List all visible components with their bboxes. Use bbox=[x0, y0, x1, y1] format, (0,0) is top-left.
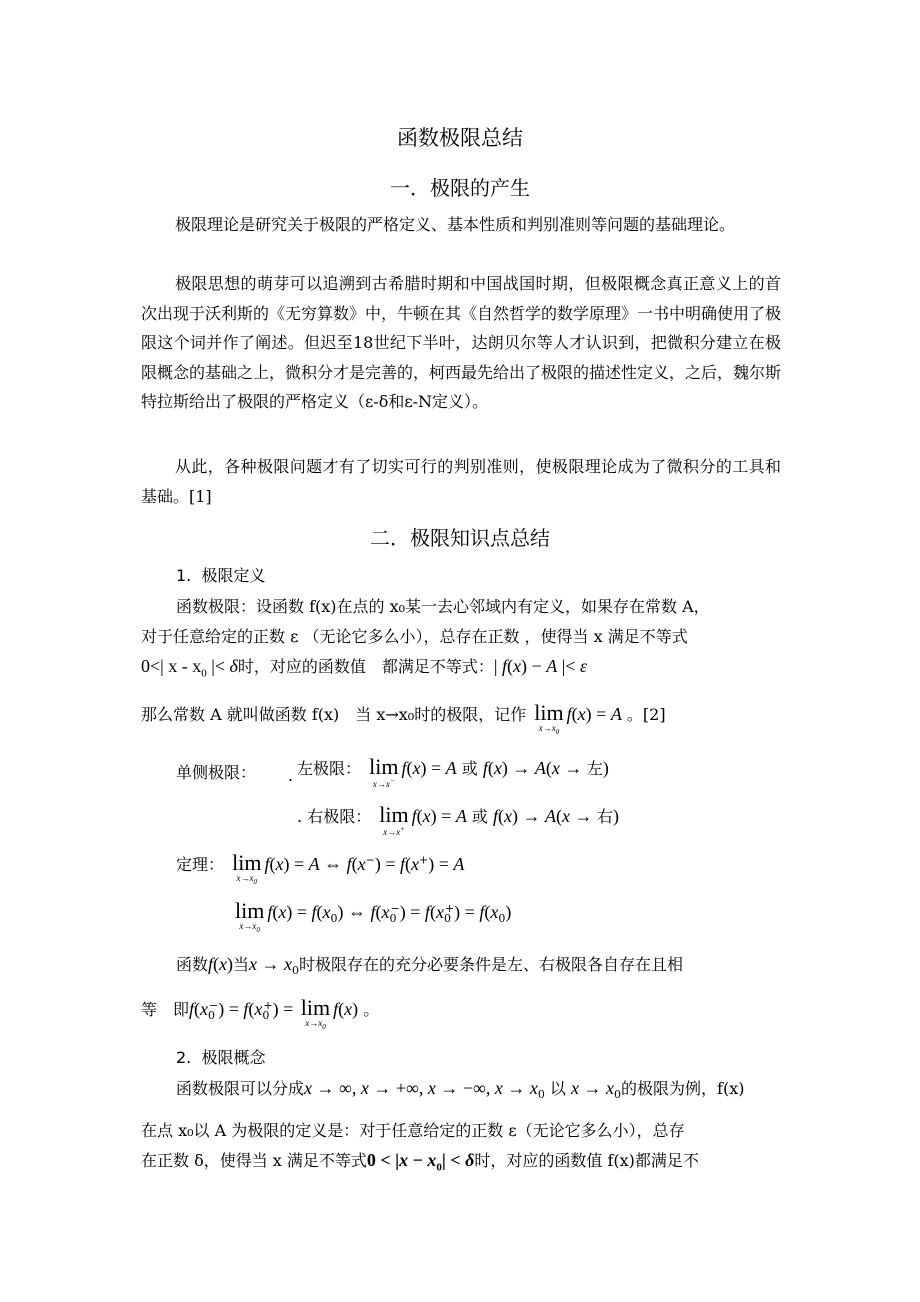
definition-line-4: 那么常数 A 就叫做函数 f(x) 当 x→x₀时的极限，记作 lim $x\to x_0$ f(x) = A 。[2] bbox=[141, 700, 666, 736]
condition-line-2: 等 即$f(x_0^-) = f(x_0^+) = \lim$ $x\to x_0$ f(x) 。 bbox=[141, 995, 380, 1031]
concept-line-1-text-b: 以 bbox=[549, 1079, 566, 1098]
definition-line-1: 函数极限：设函数 f(x)在点的 x₀某一去心邻域内有定义，如果存在常数 A， bbox=[176, 597, 710, 616]
inequality-concept: $0 < |x - x_0| < \delta$ bbox=[366, 1150, 475, 1174]
lim-condition: lim $x\to x_0$ bbox=[300, 995, 331, 1031]
concept-line-1: 函数极限可以分成x → ∞, x → +∞, x → −∞, $x \to x_0$ 以 $x \to x_0$的极限为例，f(x) bbox=[176, 1078, 745, 1102]
lim-left: lim x→x− bbox=[369, 754, 399, 789]
definition-line-3-text: 时，对应的函数值 都满足不等式： bbox=[237, 657, 494, 676]
condition-text-c: 时极限存在的充分必要条件是左、右极限各自存在且相 bbox=[299, 955, 684, 974]
condition-text-a: 函数 bbox=[176, 955, 209, 974]
limit-notation: lim $x\to x_0$ bbox=[534, 700, 564, 736]
concept-line-3-text-a: 在正数 δ，使得当 x 满足不等式 bbox=[141, 1151, 367, 1170]
left-limit-dot: . bbox=[288, 766, 294, 785]
subsection-2-number: 2. bbox=[176, 1048, 192, 1067]
section-heading-origin: 一．极限的产生 bbox=[390, 176, 530, 200]
subsection-2-heading bbox=[176, 1045, 265, 1068]
left-word: 左 bbox=[586, 759, 603, 778]
subsection-1-heading bbox=[176, 563, 265, 586]
left-limit-label: 左极限： bbox=[297, 759, 362, 778]
inequality-delta: 0<| x - $x_0$ |< δ bbox=[141, 656, 238, 680]
or-text-2: 或 bbox=[471, 807, 488, 826]
lim-theorem-1: lim $x\to x_0$ bbox=[232, 850, 262, 886]
limit-expression: f bbox=[566, 704, 572, 724]
right-limit-dot: . bbox=[297, 807, 303, 826]
page-title: 函数极限总结 bbox=[397, 126, 523, 150]
concept-line-1-text-c: 的极限为例，f(x) bbox=[621, 1079, 745, 1098]
condition-text-b: 当 bbox=[233, 955, 250, 974]
theorem-line-1: 定理： lim $x\to x_0$ f(x) = A ⇔ f(x−) = f(x+) = A bbox=[176, 850, 465, 886]
condition-text-d: 等 即 bbox=[141, 1000, 190, 1019]
right-limit-label: 右极限： bbox=[307, 807, 372, 826]
paragraph-2: 极限思想的萌芽可以追溯到古希腊时期和中国战国时期，但极限概念真正意义上的首次出现于沃利斯的《无穷算数》中，牛顿在其《自然哲学的数学原理》一书中明确使用了极限这个词并作了阐述。但迟至18世纪下半叶，达朗贝尔等人才认识到，把微积分建立在极限概念的基础之上，微积分才是完善的，柯西最先给出了极限的描述性定义，之后，魏尔斯特拉斯给出了极限的严格定义（ε-δ和ε-N定义）。 bbox=[141, 274, 782, 411]
theorem-line-2: lim $x\to x_0$ $f(x) = f(x_0)$ ⇔ $f(x_0^-) = f(x_0^+) = f(x_0)$ bbox=[235, 898, 512, 934]
right-limit-line: . 右极限： lim x→x+ f(x) = A 或 f(x) → A(x → 右) bbox=[297, 802, 620, 837]
section-heading-summary: 二．极限知识点总结 bbox=[370, 526, 550, 550]
definition-line-3 bbox=[141, 654, 587, 680]
reference-2: 。[2] bbox=[626, 705, 666, 724]
definition-line-2: 对于任意给定的正数 ε （无论它多么小），总存在正数 ，使得当 x 满足不等式 bbox=[141, 627, 688, 646]
concept-line-1-text-a: 函数极限可以分成 bbox=[176, 1079, 305, 1098]
left-limit-line: 左极限： lim x→x− f(x) = A 或 f(x) → A(x → 左) bbox=[297, 754, 609, 789]
subsection-2-label: 极限概念 bbox=[201, 1048, 266, 1067]
inequality-epsilon: | f(x) − A |< ε bbox=[493, 656, 588, 676]
concept-line-2: 在点 x₀以 A 为极限的定义是：对于任意给定的正数 ε（无论它多么小），总存 bbox=[141, 1121, 685, 1140]
right-word: 右 bbox=[597, 807, 614, 826]
or-text-1: 或 bbox=[461, 759, 478, 778]
subsection-1-number: 1. bbox=[176, 566, 192, 585]
subsection-1-label: 极限定义 bbox=[201, 566, 266, 585]
condition-end: 。 bbox=[363, 1000, 380, 1019]
lim-right: lim x→x+ bbox=[379, 802, 409, 837]
theorem-label: 定理： bbox=[176, 855, 225, 874]
condition-line-1: 函数f(x)当$x \to x_0$时极限存在的充分必要条件是左、右极限各自存在且相 bbox=[176, 954, 684, 978]
concept-line-3 bbox=[141, 1148, 699, 1174]
lim-theorem-2: lim $x\to x_0$ bbox=[235, 898, 265, 934]
definition-line-4-text: 那么常数 A 就叫做函数 f(x) 当 x→x₀时的极限，记作 bbox=[141, 705, 527, 724]
concept-line-3-text-b: 时，对应的函数值 f(x)都满足不 bbox=[474, 1151, 699, 1170]
paragraph-3: 从此，各种极限问题才有了切实可行的判别准则，使极限理论成为了微积分的工具和基础。[1] bbox=[141, 457, 781, 506]
one-side-limit-label: 单侧极限： bbox=[176, 763, 257, 782]
paragraph-1: 极限理论是研究关于极限的严格定义、基本性质和判别准则等问题的基础理论。 bbox=[175, 215, 736, 234]
